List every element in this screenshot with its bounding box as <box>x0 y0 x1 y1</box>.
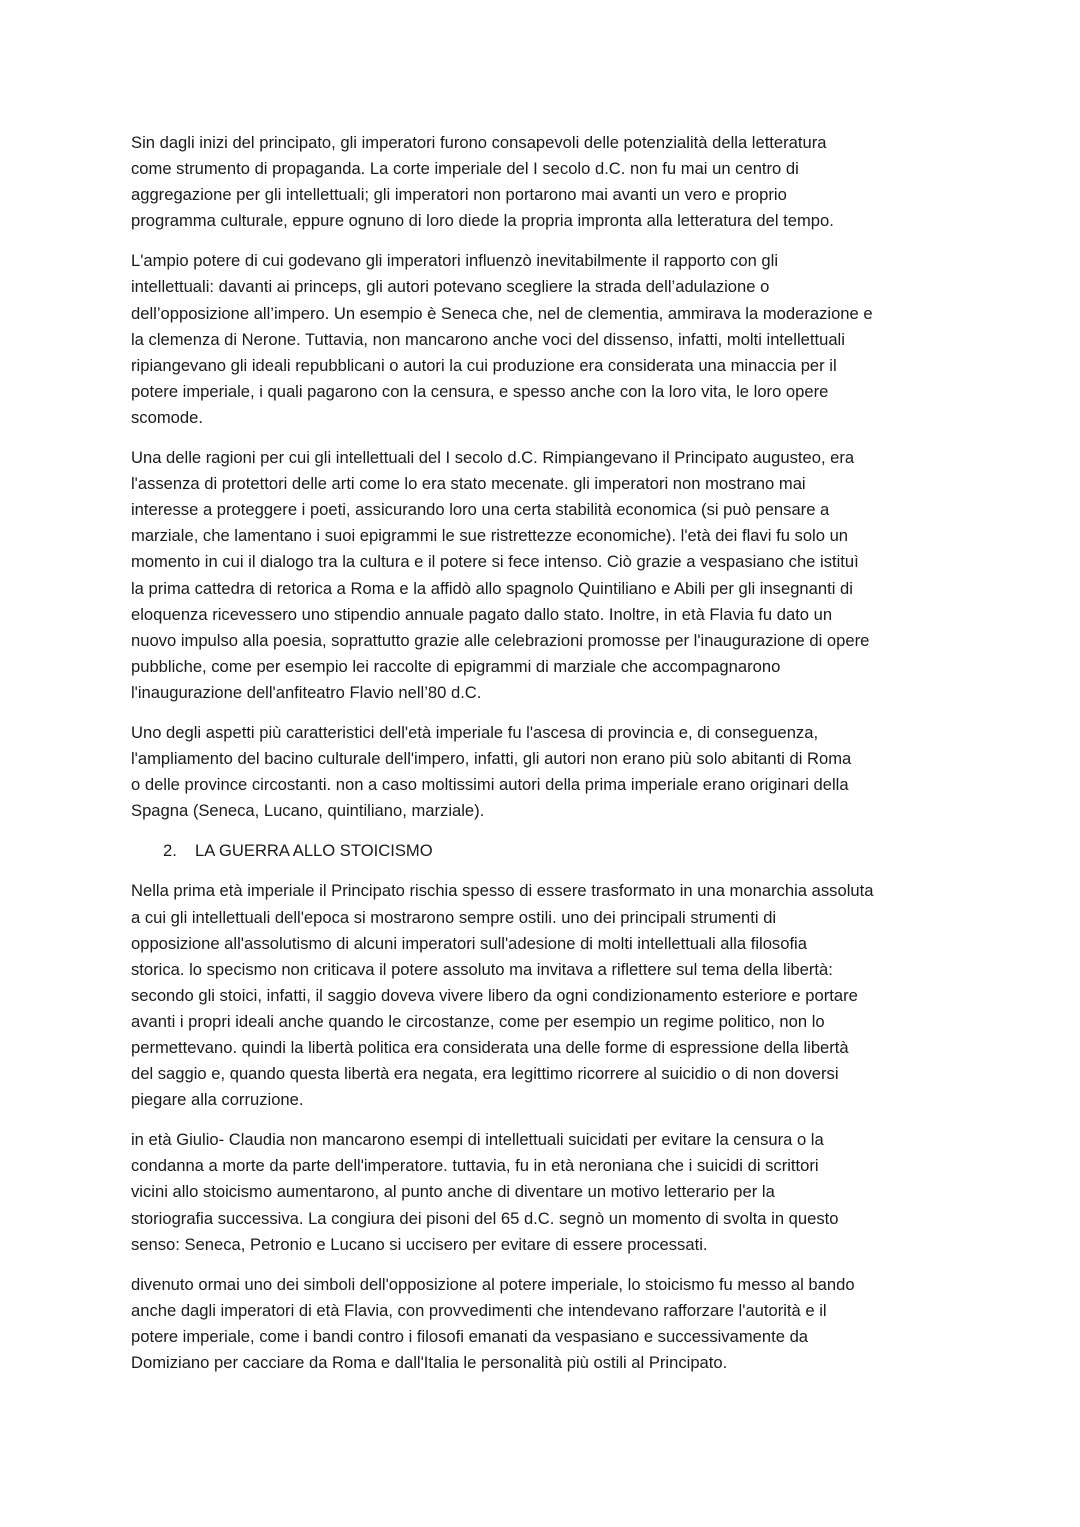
paragraph <box>131 248 953 431</box>
text-line: l'assenza di protettori delle arti come lo era stato mecenate. gli imperatori non mostrano mai <box>131 474 806 494</box>
text-line: senso: Seneca, Petronio e Lucano si uccisero per evitare di essere processati. <box>131 1234 708 1254</box>
text-line: intellettuali: davanti ai princeps, gli autori potevano scegliere la strada dell’adulazione o <box>131 277 770 297</box>
text-line: potere imperiale, i quali pagarono con la censura, e spesso anche con la loro vita, le loro opere <box>131 381 829 401</box>
heading-number: 2. <box>163 841 177 861</box>
text-line: in età Giulio- Claudia non mancarono esempi di intellettuali suicidati per evitare la censura o la <box>131 1130 824 1150</box>
text-line: del saggio e, quando questa libertà era negata, era legittimo ricorrere al suicidio o di non doversi <box>131 1064 839 1084</box>
text-line: o delle province circostanti. non a caso moltissimi autori della prima imperiale erano originari della <box>131 775 849 795</box>
text-line: l'inaugurazione dell'anfiteatro Flavio nell’80 d.C. <box>131 682 482 702</box>
section-intro <box>131 130 953 824</box>
text-line: avanti i propri ideali anche quando le circostanze, come per esempio un regime politico, non lo <box>131 1011 825 1031</box>
text-line: Una delle ragioni per cui gli intellettuali del I secolo d.C. Rimpiangevano il Principato augusteo, era <box>131 448 855 468</box>
text-line: divenuto ormai uno dei simboli dell'opposizione al potere imperiale, lo stoicismo fu messo al bando <box>131 1274 855 1294</box>
text-line: piegare alla corruzione. <box>131 1090 304 1110</box>
text-line: la clemenza di Nerone. Tuttavia, non mancarono anche voci del dissenso, infatti, molti intellettuali <box>131 329 845 349</box>
text-line: aggregazione per gli intellettuali; gli imperatori non portarono mai avanti un vero e proprio <box>131 185 787 205</box>
paragraph <box>131 130 953 234</box>
text-line: vicini allo stoicismo aumentarono, al punto anche di diventare un motivo letterario per la <box>131 1182 775 1202</box>
text-line: Spagna (Seneca, Lucano, quintiliano, marziale). <box>131 801 485 821</box>
text-line: permettevano. quindi la libertà politica era considerata una delle forme di espressione della libertà <box>131 1038 849 1057</box>
text-line: scomode. <box>131 407 203 427</box>
section-heading <box>131 838 953 864</box>
paragraph <box>131 1272 953 1376</box>
text-line: L'ampio potere di cui godevano gli imperatori influenzò inevitabilmente il rapporto con gli <box>131 251 779 271</box>
text-line: nuovo impulso alla poesia, soprattutto grazie alle celebrazioni promosse per l'inaugurazione di opere <box>131 630 870 650</box>
text-line: Sin dagli inizi del principato, gli imperatori furono consapevoli delle potenzialità della letteratura <box>131 133 827 152</box>
text-line: marziale, che lamentano i suoi epigrammi le sue ristrettezze economiche). l'età dei flavi fu solo un <box>131 526 849 546</box>
text-line: programma culturale, eppure ognuno di loro diede la propria impronta alla letteratura del tempo. <box>131 211 834 231</box>
text-line: ripiangevano gli ideali repubblicani o autori la cui produzione era considerata una minaccia per il <box>131 355 837 375</box>
text-line: opposizione all'assolutismo di alcuni imperatori sull'adesione di molti intellettuali alla filosofia <box>131 933 807 953</box>
text-line: eloquenza ricevessero uno stipendio annuale pagato dallo stato. Inoltre, in età Flavia fu dato un <box>131 604 833 624</box>
heading-text: LA GUERRA ALLO STOICISMO <box>195 841 433 861</box>
section-stoicism <box>131 878 953 1376</box>
document-page <box>131 130 953 1390</box>
text-line: storica. lo specismo non criticava il potere assoluto ma invitava a riflettere sul tema della libertà: <box>131 959 833 979</box>
text-line: potere imperiale, come i bandi contro i filosofi emanati da vespasiano e successivamente da <box>131 1326 809 1346</box>
paragraph <box>131 1127 953 1257</box>
text-line: storiografia successiva. La congiura dei pisoni del 65 d.C. segnò un momento di svolta in questo <box>131 1208 839 1228</box>
text-line: dell’opposizione all’impero. Un esempio è Seneca che, nel de clementia, ammirava la moderazione e <box>131 303 873 323</box>
text-line: pubbliche, come per esempio lei raccolte di epigrammi di marziale che accompagnarono <box>131 656 781 676</box>
text-line: a cui gli intellettuali dell'epoca si mostrarono sempre ostili. uno dei principali strumenti di <box>131 907 777 927</box>
text-line: l'ampliamento del bacino culturale dell'impero, infatti, gli autori non erano più solo abitanti di Roma <box>131 749 852 769</box>
paragraph <box>131 720 953 824</box>
text-line: interesse a proteggere i poeti, assicurando loro una certa stabilità economica (si può pensare a <box>131 500 830 520</box>
text-line: Domiziano per cacciare da Roma e dall'Italia le personalità più ostili al Principato. <box>131 1353 728 1373</box>
text-line: secondo gli stoici, infatti, il saggio doveva vivere libero da ogni condizionamento esteriore e portare <box>131 985 858 1005</box>
paragraph <box>131 878 953 1113</box>
text-line: condanna a morte da parte dell'imperatore. tuttavia, fu in età neroniana che i suicidi di scrittori <box>131 1156 819 1176</box>
text-line: momento in cui il dialogo tra la cultura e il potere si fece intenso. Ciò grazie a vespasiano che istituì <box>131 552 859 572</box>
text-line: anche dagli imperatori di età Flavia, con provvedimenti che intendevano rafforzare l'autorità e il <box>131 1300 827 1320</box>
paragraph <box>131 445 953 706</box>
text-line: Uno degli aspetti più caratteristici dell'età imperiale fu l'ascesa di provincia e, di conseguenza, <box>131 722 819 742</box>
text-line: come strumento di propaganda. La corte imperiale del I secolo d.C. non fu mai un centro di <box>131 159 799 179</box>
text-line: Nella prima età imperiale il Principato rischia spesso di essere trasformato in una monarchia assoluta <box>131 881 874 901</box>
text-line: la prima cattedra di retorica a Roma e la affidò allo spagnolo Quintiliano e Abili per gli insegnanti di <box>131 578 853 598</box>
